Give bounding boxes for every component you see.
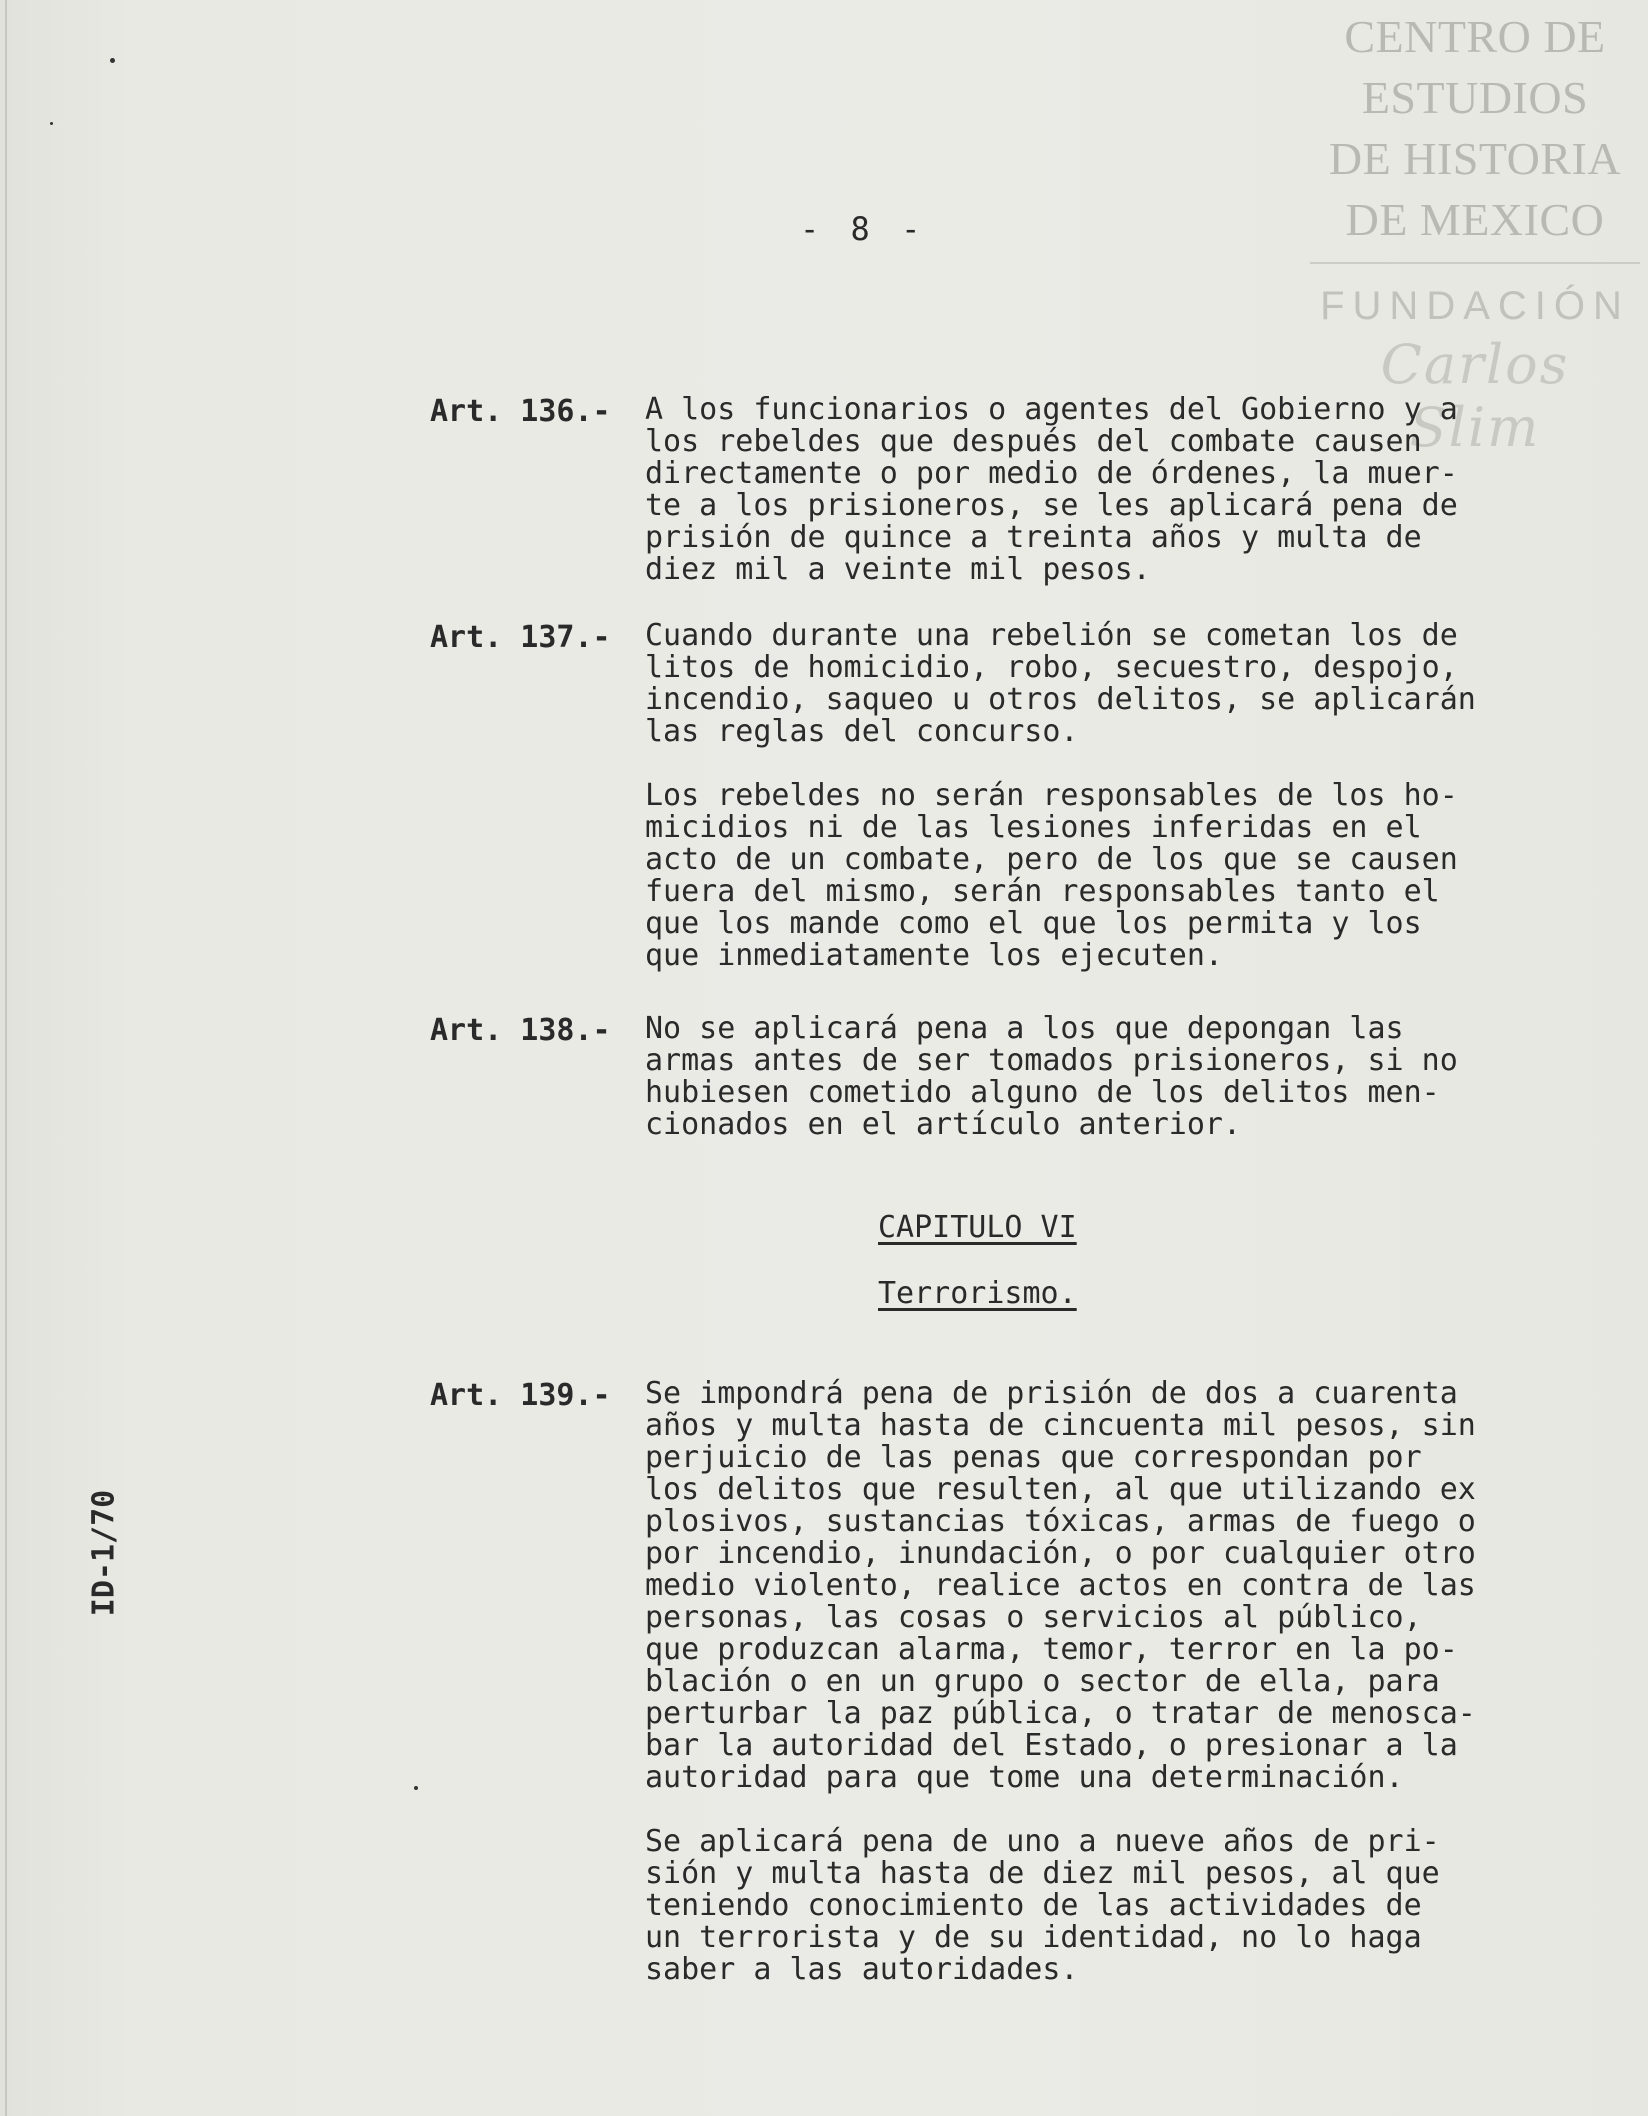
article-paragraph: No se aplicará pena a los que depongan las armas antes de ser tomados prisioneros, si no hubiesen cometido alguno de los delitos men- cionados en el artículo anterior. — [645, 1011, 1458, 1142]
watermark-line: DE MEXICO — [1345, 194, 1605, 245]
watermark-line: DE HISTORIA — [1328, 133, 1622, 184]
article-label: Art. 137.- — [430, 620, 611, 655]
watermark-line: CENTRO DE — [1344, 11, 1606, 62]
watermark-foundation: FUNDACIÓN — [1320, 284, 1630, 328]
watermark-line: ESTUDIOS — [1361, 72, 1589, 123]
page-number: - 8 - — [800, 210, 927, 248]
article-label: Art. 139.- — [430, 1378, 611, 1413]
article-label: Art. 136.- — [430, 394, 611, 429]
watermark-divider — [1310, 262, 1640, 264]
article-body — [645, 394, 1545, 586]
chapter-subtitle: Terrorismo. — [878, 1276, 1077, 1311]
ink-speck — [50, 122, 53, 125]
article-paragraph: Se impondrá pena de prisión de dos a cuarenta años y multa hasta de cincuenta mil pesos, sin perjuicio de las penas que correspondan por los delitos que resulten, al que utilizando ex plosivos, sustancias tóxicas, armas de fuego o por incendio, inundación, o por cualquier otro medio violento, realice actos en contra de las personas, las cosas o servicios al público, que produzcan alarma, temor, terror en la po- blación o en un grupo o sector de ella, para perturbar la paz pública, o tratar de menosca- bar la autoridad del Estado, o presionar a la autoridad para que tome una determinación. — [645, 1376, 1476, 1795]
article-paragraph: A los funcionarios o agentes del Gobierno y a los rebeldes que después del combate causen directamente o por medio de órdenes, la muer- te a los prisioneros, se les aplicará pena de prisión de quince a treinta años y multa de diez mil a veinte mil pesos. — [645, 392, 1458, 587]
article-body — [645, 1378, 1545, 1986]
watermark-signature: Carlos Slim — [1380, 333, 1570, 459]
article-paragraph: Cuando durante una rebelión se cometan los de litos de homicidio, robo, secuestro, despojo, incendio, saqueo u otros delitos, se aplicarán las reglas del concurso. — [645, 618, 1476, 749]
article-body — [645, 1013, 1545, 1141]
margin-code-text: ID-1/70 — [86, 1489, 122, 1616]
article-body — [645, 620, 1545, 972]
margin-reference-code — [84, 1485, 124, 1620]
chapter-heading: CAPITULO VI — [878, 1210, 1077, 1245]
scan-edge — [5, 0, 7, 2116]
ink-speck — [414, 1786, 418, 1790]
article-label: Art. 138.- — [430, 1013, 611, 1048]
article-paragraph: Los rebeldes no serán responsables de los ho- micidios ni de las lesiones inferidas en el acto de un combate, pero de los que se causen fuera del mismo, serán responsables tanto el que los mande como el que los permita y los que inmediatamente los ejecuten. — [645, 778, 1458, 973]
article-paragraph: Se aplicará pena de uno a nueve años de pri- sión y multa hasta de diez mil pesos, al que teniendo conocimiento de las actividades de un terrorista y de su identidad, no lo haga saber a las autoridades. — [645, 1824, 1440, 1987]
ink-speck — [110, 58, 115, 63]
